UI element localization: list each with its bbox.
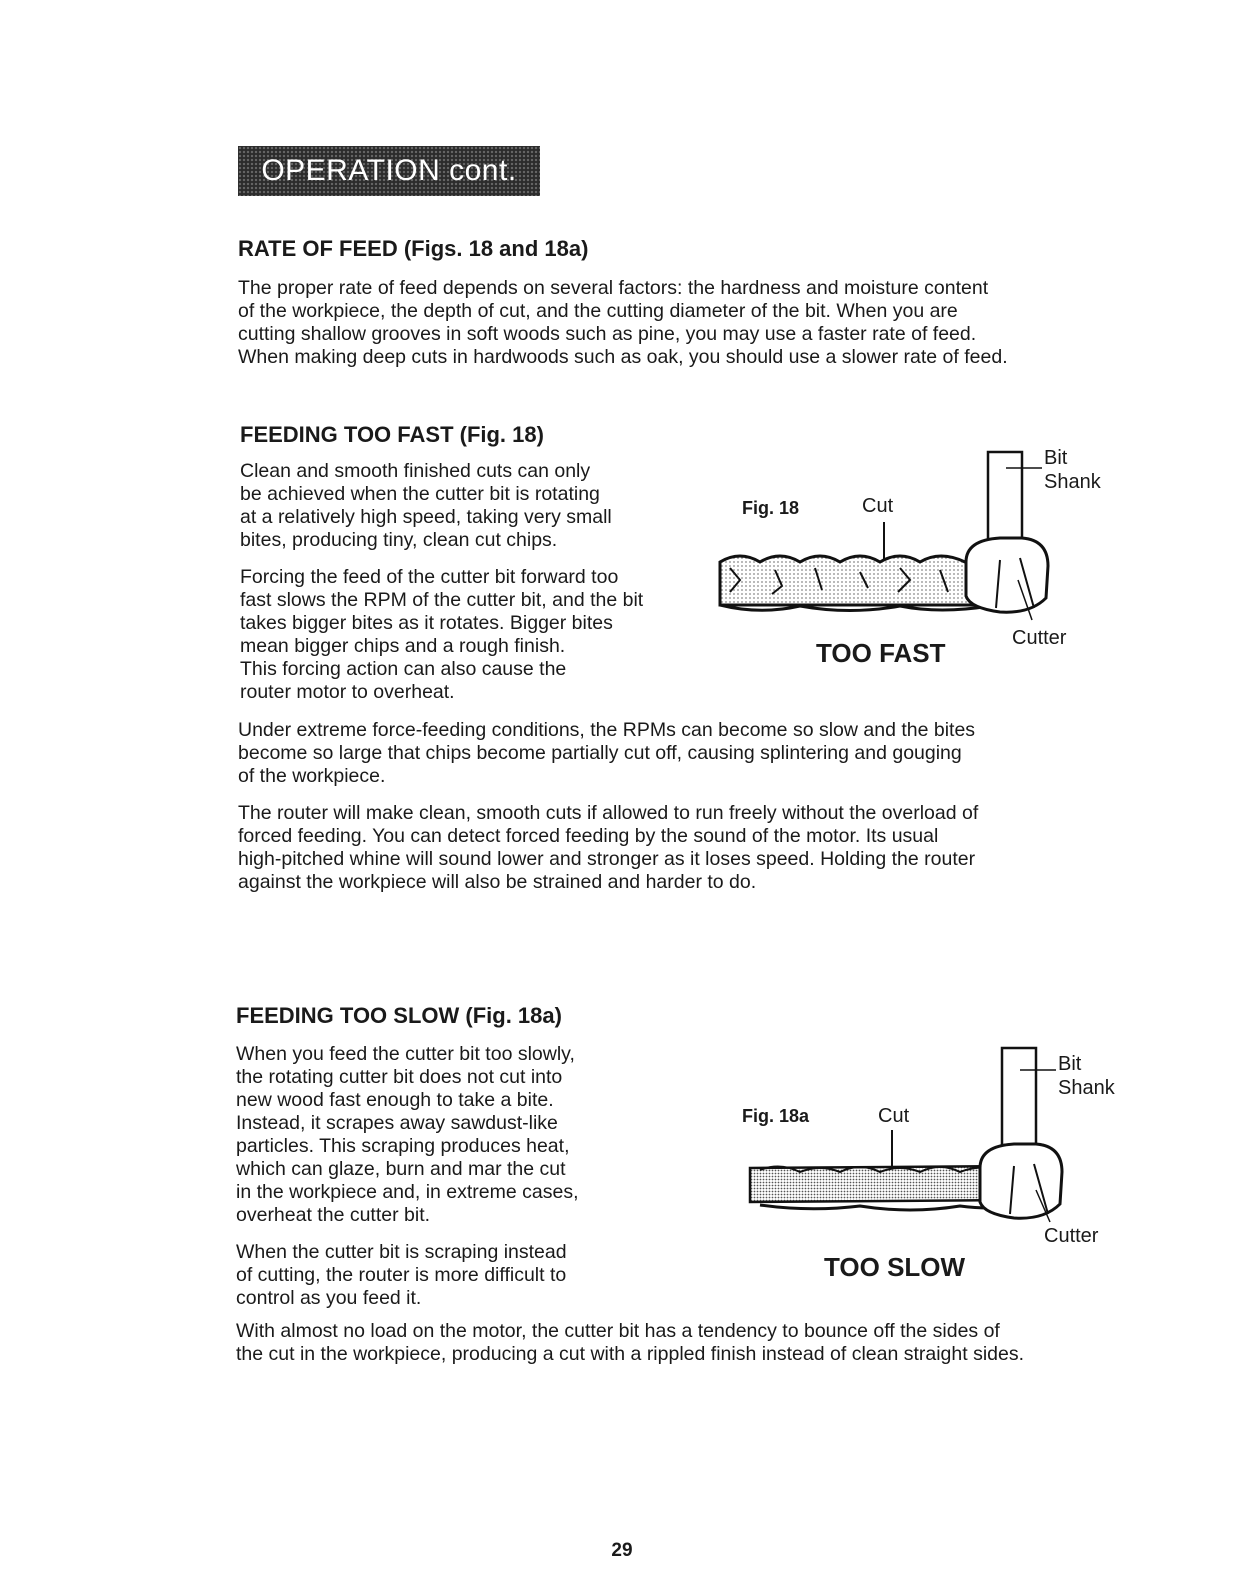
figure-18a-too-slow [720, 1040, 1140, 1290]
too-slow-paragraph-2: When the cutter bit is scraping instead of cutting, the router is more difficult to control as you feed it. [236, 1241, 567, 1309]
too-fast-paragraph-3: Under extreme force-feeding conditions, the RPMs can become so slow and the bites become so large that chips become partially cut off, causing splintering and gouging of the workpiece. [238, 719, 976, 787]
fig-18-shank-label: Shank [1044, 471, 1101, 493]
fig-18-cutter-label: Cutter [1012, 627, 1067, 649]
fig-18-bit-label: Bit [1044, 447, 1068, 469]
page-number: 29 [611, 1540, 633, 1561]
too-slow-caption: TOO SLOW [824, 1252, 966, 1282]
too-slow-paragraph-1: When you feed the cutter bit too slowly, the rotating cutter bit does not cut into new wood fast enough to take a bite. Instead, it scrapes away sawdust-like particles. This scraping produces heat, which can glaze, burn and mar the cut in the workpiece and, in extreme cases, overheat the cutter bit. [236, 1043, 579, 1226]
fig-18a-cut-label: Cut [878, 1105, 910, 1127]
figure-18-too-fast [700, 440, 1130, 690]
cutter-bit [966, 538, 1048, 612]
workpiece-chips [720, 556, 990, 605]
fig-18a-bit-label: Bit [1058, 1053, 1082, 1075]
feeding-too-fast-heading: FEEDING TOO FAST (Fig. 18) [240, 422, 544, 447]
too-fast-paragraph-1: Clean and smooth finished cuts can only be achieved when the cutter bit is rotating at a relatively high speed, taking very small bites, producing tiny, clean cut chips. [240, 460, 612, 551]
fig-18a-cutter-label: Cutter [1044, 1225, 1099, 1247]
too-fast-paragraph-2: Forcing the feed of the cutter bit forward too fast slows the RPM of the cutter bit, and the bit takes bigger bites as it rotates. Bigger bites mean bigger chips and a rough finish. This forcing action can also cause the router motor to overheat. [240, 566, 644, 703]
too-fast-paragraph-4: The router will make clean, smooth cuts if allowed to run freely without the overload of forced feeding. You can detect forced feeding by the sound of the motor. Its usual high-pitched whine will sound lower and stronger as it loses speed. Holding the router against the workpiece will also be strained and harder to do. [238, 802, 979, 893]
feeding-too-slow-heading: FEEDING TOO SLOW (Fig. 18a) [236, 1003, 562, 1028]
fig-18-label: Fig. 18 [742, 498, 800, 518]
section-banner: OPERATION cont. [238, 146, 540, 196]
fig-18a-label: Fig. 18a [742, 1106, 810, 1126]
too-fast-caption: TOO FAST [816, 638, 946, 668]
fig-18-cut-label: Cut [862, 495, 894, 517]
rate-of-feed-heading: RATE OF FEED (Figs. 18 and 18a) [238, 236, 589, 261]
fig-18a-shank-label: Shank [1058, 1077, 1115, 1099]
cutter-bit-18a [980, 1144, 1062, 1218]
too-slow-paragraph-3: With almost no load on the motor, the cutter bit has a tendency to bounce off the sides of the cut in the workpiece, producing a cut with a rippled finish instead of clean straight sides. [236, 1320, 1025, 1365]
rate-of-feed-body: The proper rate of feed depends on several factors: the hardness and moisture content of the workpiece, the depth of cut, and the cutting diameter of the bit. When you are cutting shallow grooves in soft woods such as pine, you may use a faster rate of feed. When making deep cuts in hardwoods such as oak, you should use a slower rate of feed. [238, 277, 1008, 368]
bit-shank-18a [1002, 1048, 1036, 1154]
